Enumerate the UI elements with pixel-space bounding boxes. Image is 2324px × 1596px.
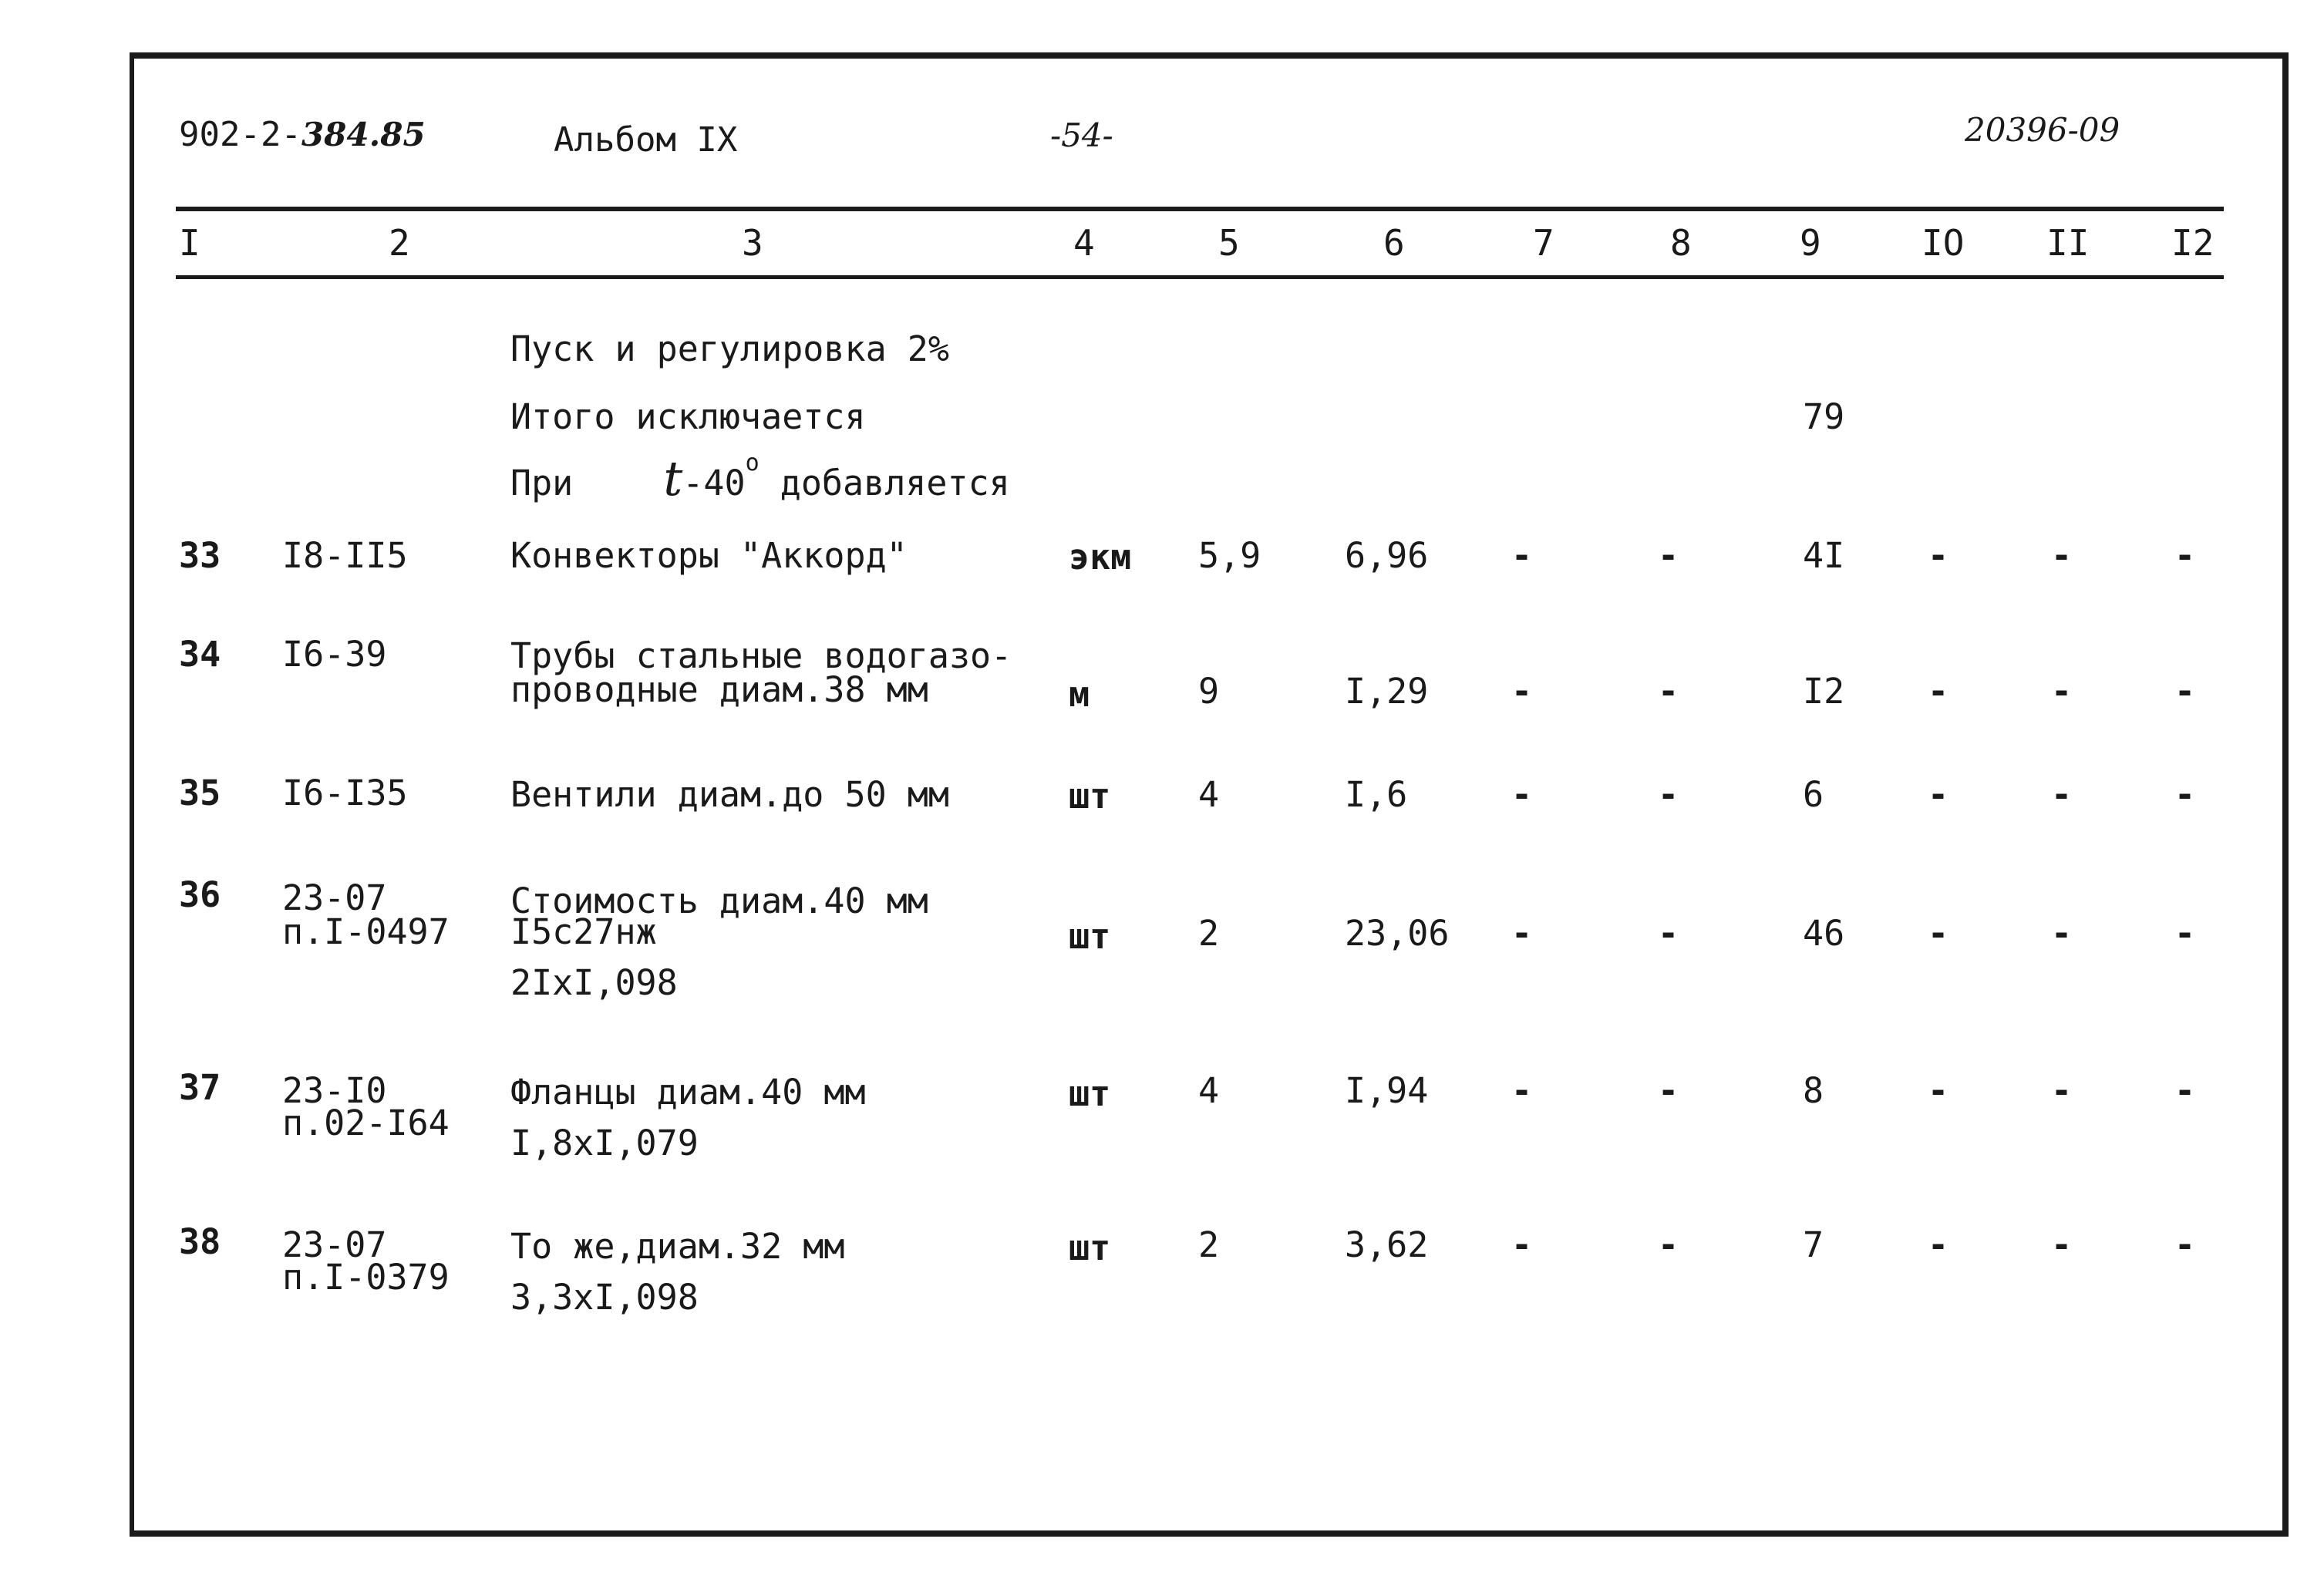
row-description: То же,диам.32 мм [510, 1226, 845, 1267]
col-header-5: 5 [1218, 222, 1240, 264]
row-col12: - [2174, 671, 2196, 712]
row-number: 38 [179, 1221, 221, 1262]
col-header-11: II [2046, 222, 2090, 264]
row-quantity: 5,9 [1198, 535, 1261, 576]
summary-added: добавляется [780, 463, 1010, 503]
row-quantity: 2 [1198, 1224, 1220, 1265]
summary-total-excluded: Итого исключается [510, 396, 866, 437]
row-col7: - [1511, 1224, 1533, 1265]
row-col9: 7 [1803, 1224, 1824, 1265]
row-unit: м [1069, 674, 1090, 715]
row-col8: - [1658, 913, 1679, 954]
row-description-calc: 2IxI,098 [510, 962, 678, 1003]
row-unit: шт [1069, 916, 1111, 957]
row-price: I,94 [1345, 1070, 1429, 1111]
row-number: 36 [179, 874, 221, 915]
row-col12: - [2174, 1070, 2196, 1111]
row-code: 23-I0 [282, 1070, 387, 1111]
row-col10: - [1928, 671, 1949, 712]
row-col9: 4I [1803, 535, 1845, 576]
row-code: 23-07 [282, 877, 387, 918]
col-header-6: 6 [1383, 222, 1405, 264]
row-quantity: 4 [1198, 1070, 1220, 1111]
col-header-9: 9 [1800, 222, 1821, 264]
doc-code [179, 115, 426, 154]
row-col11: - [2051, 774, 2073, 815]
row-price: 3,62 [1345, 1224, 1429, 1265]
col-header-2: 2 [389, 222, 410, 264]
row-code: I6-I35 [282, 773, 408, 813]
row-number: 37 [179, 1067, 221, 1108]
row-col11: - [2051, 1070, 2073, 1111]
row-code-cont: п.I-0497 [282, 911, 450, 952]
row-col10: - [1928, 1224, 1949, 1265]
header-top-rule [176, 207, 2224, 211]
row-col8: - [1658, 1070, 1679, 1111]
row-col9: 46 [1803, 913, 1845, 954]
row-col8: - [1658, 535, 1679, 576]
degree-sign: o [745, 450, 760, 476]
row-description-calc: I,8xI,079 [510, 1123, 699, 1163]
archive-number: 20396-09 [1965, 111, 2120, 149]
row-col9: 6 [1803, 774, 1824, 815]
row-description: Фланцы диам.40 мм [510, 1072, 866, 1113]
page-number: -54- [1050, 116, 1113, 154]
header-bottom-rule [176, 275, 2224, 279]
row-col10: - [1928, 913, 1949, 954]
row-col10: - [1928, 1070, 1949, 1111]
row-col9: 8 [1803, 1070, 1824, 1111]
row-col7: - [1511, 671, 1533, 712]
summary-at-prefix: При [510, 463, 574, 503]
col-header-7: 7 [1533, 222, 1554, 264]
row-col12: - [2174, 1224, 2196, 1265]
col-header-3: 3 [742, 222, 763, 264]
row-col9: I2 [1803, 671, 1845, 712]
row-code: 23-07 [282, 1224, 387, 1265]
row-unit: шт [1069, 776, 1111, 817]
row-col7: - [1511, 1070, 1533, 1111]
row-col8: - [1658, 1224, 1679, 1265]
row-description: Стоимость диам.40 мм [510, 880, 928, 921]
row-price: 6,96 [1345, 535, 1429, 576]
row-col11: - [2051, 913, 2073, 954]
row-col8: - [1658, 671, 1679, 712]
row-col12: - [2174, 535, 2196, 576]
album-label: Альбом IX [554, 120, 738, 160]
summary-total-excluded-value: 79 [1803, 396, 1845, 437]
row-price: 23,06 [1345, 913, 1450, 954]
temperature-value: -40 [682, 463, 746, 503]
row-description-calc: 3,3xI,098 [510, 1277, 699, 1318]
row-description-cont: I5с27нж [510, 911, 657, 952]
row-quantity: 4 [1198, 774, 1220, 815]
row-number: 34 [179, 634, 221, 675]
doc-code-handwritten: 384.85 [301, 116, 426, 153]
col-header-8: 8 [1670, 222, 1692, 264]
row-col11: - [2051, 535, 2073, 576]
row-price: I,29 [1345, 671, 1429, 712]
row-col10: - [1928, 774, 1949, 815]
row-price: I,6 [1345, 774, 1408, 815]
doc-code-prefix: 902-2- [179, 115, 301, 154]
row-code: I6-39 [282, 634, 387, 675]
summary-temperature-line [510, 450, 1010, 507]
row-col7: - [1511, 774, 1533, 815]
row-unit: экм [1069, 537, 1132, 577]
col-header-10: IO [1922, 222, 1965, 264]
row-col12: - [2174, 913, 2196, 954]
row-unit: шт [1069, 1227, 1111, 1268]
row-col11: - [2051, 1224, 2073, 1265]
row-col8: - [1658, 774, 1679, 815]
row-code: I8-II5 [282, 535, 408, 576]
row-number: 33 [179, 535, 221, 576]
row-col12: - [2174, 774, 2196, 815]
summary-start-adjust: Пуск и регулировка 2% [510, 328, 949, 369]
col-header-12: I2 [2171, 222, 2215, 264]
temperature-symbol: t [663, 450, 683, 507]
col-header-4: 4 [1073, 222, 1095, 264]
row-code-cont: п.I-0379 [282, 1257, 450, 1298]
row-number: 35 [179, 773, 221, 813]
col-header-1: I [179, 222, 200, 264]
row-col10: - [1928, 535, 1949, 576]
row-quantity: 9 [1198, 671, 1220, 712]
row-description: Трубы стальные водогазо- [510, 635, 1012, 676]
row-quantity: 2 [1198, 913, 1220, 954]
row-col11: - [2051, 671, 2073, 712]
row-description: Конвекторы "Аккорд" [510, 535, 908, 576]
row-col7: - [1511, 913, 1533, 954]
row-unit: шт [1069, 1073, 1111, 1114]
row-col7: - [1511, 535, 1533, 576]
row-description-cont: проводные диам.38 мм [510, 669, 928, 710]
row-code-cont: п.02-I64 [282, 1103, 450, 1143]
row-description: Вентили диам.до 50 мм [510, 774, 949, 815]
